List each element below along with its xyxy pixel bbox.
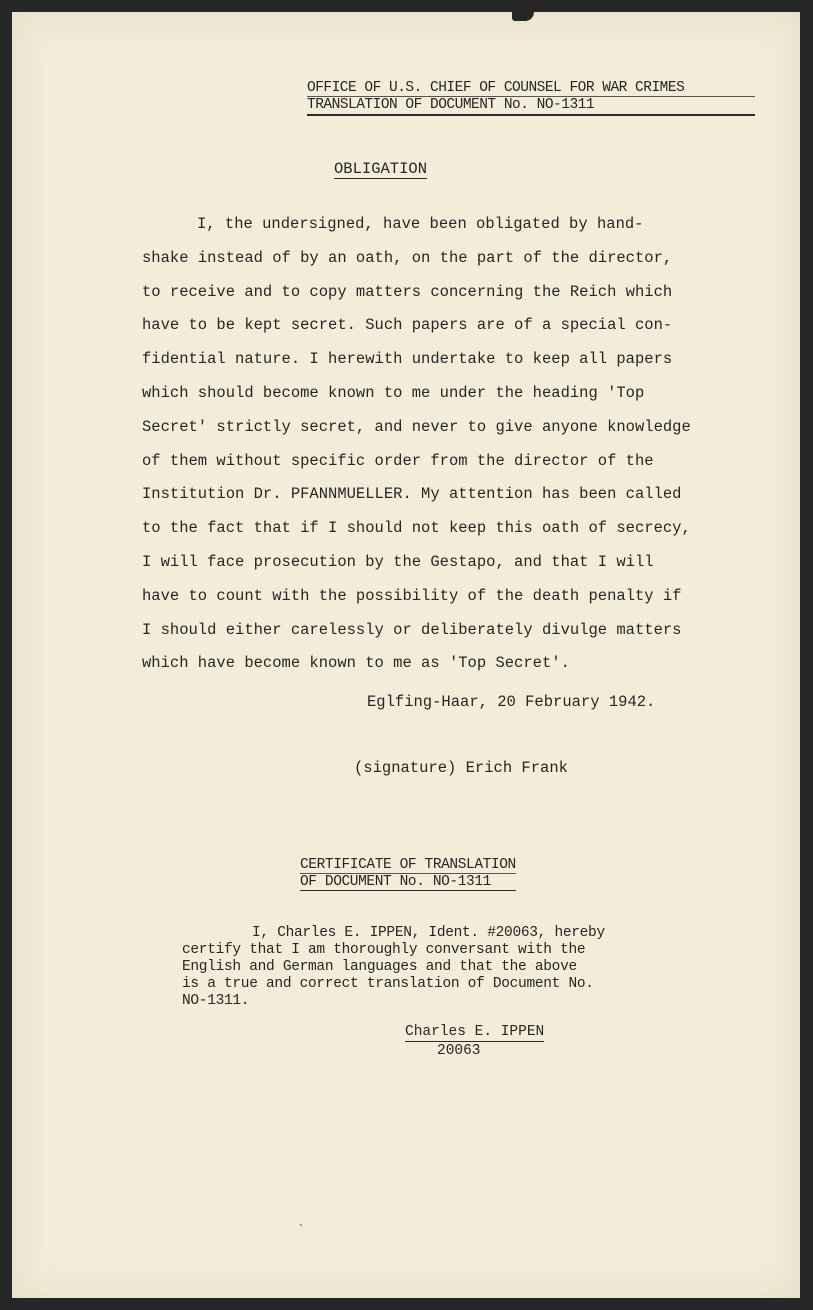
document-title: OBLIGATION xyxy=(334,160,428,178)
certificate-title xyxy=(300,857,516,891)
text-line: to receive and to copy matters concerning the Reich which xyxy=(142,282,673,301)
certificate-text-line: certify that I am thoroughly conversant with the xyxy=(182,942,586,958)
document-page xyxy=(12,12,800,1298)
document-header xyxy=(307,80,755,116)
certificate-text-line: is a true and correct translation of Document No. xyxy=(182,976,594,992)
translator-ident: 20063 xyxy=(437,1043,481,1059)
paper-speck xyxy=(300,1224,302,1226)
certificate-title-line: CERTIFICATE OF TRANSLATION xyxy=(300,857,516,873)
text-line: to the fact that if I should not keep this oath of secrecy, xyxy=(142,519,691,538)
place-and-date: Eglfing-Haar, 20 February 1942. xyxy=(367,693,656,711)
text-line: I should either carelessly or deliberately divulge matters xyxy=(142,620,682,639)
text-line: I, the undersigned, have been obligated by hand- xyxy=(197,215,644,233)
translator-name: Charles E. IPPEN xyxy=(405,1024,545,1040)
text-line: shake instead of by an oath, on the part of the director, xyxy=(142,248,673,267)
certificate-title-line: OF DOCUMENT No. NO-1311 xyxy=(300,874,491,890)
text-line: I will face prosecution by the Gestapo, and that I will xyxy=(142,552,654,571)
certificate-text-line: English and German languages and that the above xyxy=(182,959,577,975)
header-office-line: OFFICE OF U.S. CHIEF OF COUNSEL FOR WAR CRIMES xyxy=(307,80,755,97)
text-line: which should become known to me under the heading 'Top xyxy=(142,383,645,402)
header-translation-line: TRANSLATION OF DOCUMENT No. NO-1311 xyxy=(307,97,595,113)
text-line: have to be kept secret. Such papers are of a special con- xyxy=(142,316,673,335)
obligation-text xyxy=(142,208,742,681)
paper-tear xyxy=(512,12,534,21)
certificate-text-line: NO-1311. xyxy=(182,993,250,1009)
text-line: have to count with the possibility of the death penalty if xyxy=(142,586,682,605)
text-line: Secret' strictly secret, and never to give anyone knowledge xyxy=(142,417,691,436)
certificate-text-line: I, Charles E. IPPEN, Ident. #20063, hereby xyxy=(252,925,605,941)
text-line: Institution Dr. PFANNMUELLER. My attention has been called xyxy=(142,485,682,504)
text-line: which have become known to me as 'Top Secret'. xyxy=(142,654,570,673)
signature-line: (signature) Erich Frank xyxy=(354,759,568,777)
certificate-text xyxy=(182,925,682,1010)
text-line: of them without specific order from the director of the xyxy=(142,451,654,470)
text-line: fidential nature. I herewith undertake to keep all papers xyxy=(142,350,673,369)
